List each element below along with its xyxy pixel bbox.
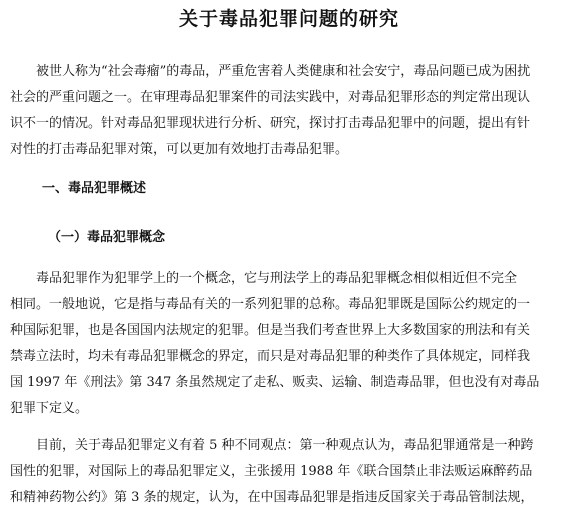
- intro-line-3: 识不一的情况。针对毒品犯罪现状进行分析、研究，探讨打击毒品犯罪中的问题，提出有针: [10, 116, 531, 131]
- definitions-paragraph: [10, 433, 568, 511]
- intro-line-2: 社会的严重问题之一。在审理毒品犯罪案件的司法实践中，对毒品犯罪形态的判定常出现认: [10, 90, 531, 105]
- document-title: 关于毒品犯罪问题的研究: [178, 8, 399, 30]
- intro-line-4: 对性的打击毒品犯罪对策，可以更加有效地打击毒品犯罪。: [10, 142, 349, 157]
- intro-line-1: 被世人称为“社会毒瘤”的毒品，严重危害着人类健康和社会安宁，毒品问题已成为困扰: [10, 64, 531, 79]
- concept-line-3: 种国际犯罪，也是各国国内法规定的犯罪。但是当我们考查世界上大多数国家的刑法和有关: [10, 323, 531, 338]
- concept-line-1: 毒品犯罪作为犯罪学上的一个概念，它与刑法学上的毒品犯罪概念相似相近但不完全: [10, 271, 518, 286]
- concept-line-2: 相同。一般地说，它是指与毒品有关的一系列犯罪的总称。毒品犯罪既是国际公约规定的一: [10, 297, 531, 312]
- concept-line-4: 禁毒立法时，均未有毒品犯罪概念的界定，而只是对毒品犯罪的种类作了具体规定，同样我: [10, 349, 531, 364]
- concept-line-5: 国 1997 年《刑法》第 347 条虽然规定了走私、贩卖、运输、制造毒品罪，但也没有对毒品: [10, 375, 540, 390]
- section-heading: 一、毒品犯罪概述: [42, 181, 147, 196]
- intro-paragraph: [10, 59, 568, 163]
- definitions-line-2: 国性的犯罪，对国际上的毒品犯罪定义，主张援用 1988 年《联合国禁止非法贩运麻醉药品: [10, 464, 533, 479]
- definitions-line-3: 和精神药物公约》第 3 条的规定，认为，在中国毒品犯罪是指违反国家关于毒品管制法规，: [10, 490, 534, 505]
- concept-line-6: 犯罪下定义。: [10, 401, 89, 416]
- definitions-line-1: 目前，关于毒品犯罪定义有着 5 种不同观点：第一种观点认为，毒品犯罪通常是一种跨: [10, 438, 534, 453]
- subsection-heading: （一）毒品犯罪概念: [48, 230, 166, 245]
- concept-paragraph: [10, 266, 568, 422]
